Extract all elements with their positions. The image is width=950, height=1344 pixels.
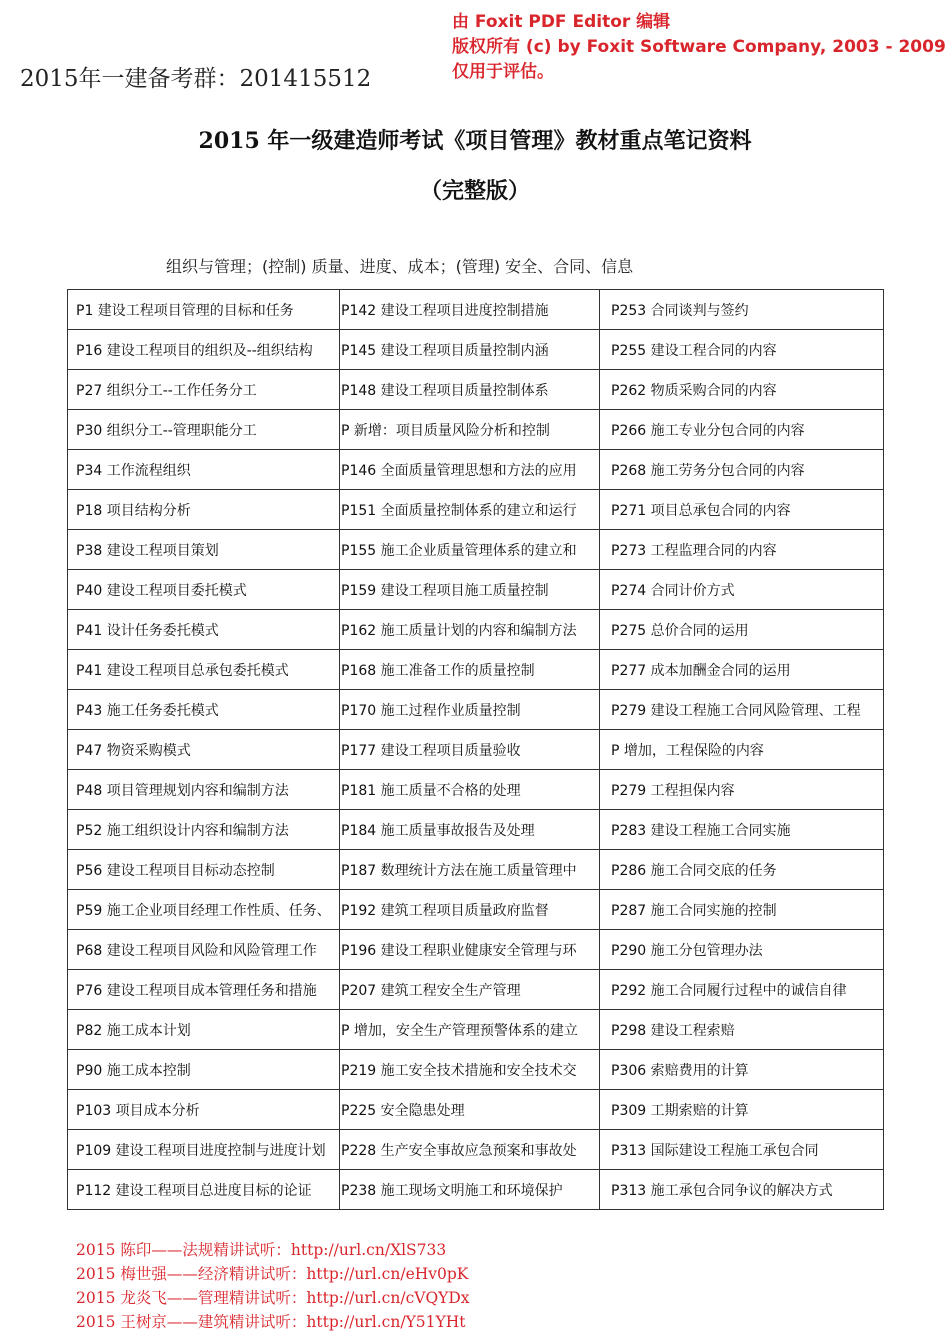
- watermark-line: 版权所有 (c) by Foxit Software Company, 2003 - 2009: [452, 37, 946, 57]
- table-cell: P298 建设工程索赔: [600, 1010, 884, 1050]
- table-cell: P187 数理统计方法在施工质量管理中: [340, 850, 600, 890]
- table-cell: P225 安全隐患处理: [340, 1090, 600, 1130]
- table-cell: P41 设计任务委托模式: [68, 610, 340, 650]
- topic-index-table: [67, 289, 884, 1210]
- table-cell: P290 施工分包管理办法: [600, 930, 884, 970]
- footer-link[interactable]: 2015 王树京——建筑精讲试听：http://url.cn/Y51YHt: [76, 1313, 466, 1331]
- table-row: [68, 690, 884, 730]
- table-cell: P313 国际建设工程施工承包合同: [600, 1130, 884, 1170]
- table-row: [68, 1170, 884, 1210]
- table-cell: P184 施工质量事故报告及处理: [340, 810, 600, 850]
- footer-links: [76, 1238, 470, 1334]
- table-cell: P52 施工组织设计内容和编制方法: [68, 810, 340, 850]
- table-cell: P56 建设工程项目目标动态控制: [68, 850, 340, 890]
- table-cell: P103 项目成本分析: [68, 1090, 340, 1130]
- table-cell: P68 建设工程项目风险和风险管理工作: [68, 930, 340, 970]
- table-cell: P219 施工安全技术措施和安全技术交: [340, 1050, 600, 1090]
- table-cell: P283 建设工程施工合同实施: [600, 810, 884, 850]
- table-cell: P168 施工准备工作的质量控制: [340, 650, 600, 690]
- table-cell: P41 建设工程项目总承包委托模式: [68, 650, 340, 690]
- table-row: [68, 730, 884, 770]
- table-row: [68, 1010, 884, 1050]
- table-row: [68, 1050, 884, 1090]
- table-cell: P159 建设工程项目施工质量控制: [340, 570, 600, 610]
- table-cell: P181 施工质量不合格的处理: [340, 770, 600, 810]
- table-cell: P47 物资采购模式: [68, 730, 340, 770]
- table-row: [68, 970, 884, 1010]
- table-cell: P273 工程监理合同的内容: [600, 530, 884, 570]
- table-row: [68, 850, 884, 890]
- table-row: [68, 610, 884, 650]
- table-cell: P292 施工合同履行过程中的诚信自律: [600, 970, 884, 1010]
- table-cell: P59 施工企业项目经理工作性质、任务、: [68, 890, 340, 930]
- intro-line: 组织与管理；(控制) 质量、进度、成本；(管理) 安全、合同、信息: [166, 257, 634, 276]
- table-cell: P155 施工企业质量管理体系的建立和: [340, 530, 600, 570]
- table-cell: P16 建设工程项目的组织及--组织结构: [68, 330, 340, 370]
- topic-index-body: [68, 290, 884, 1210]
- table-row: [68, 1090, 884, 1130]
- table-cell: P151 全面质量控制体系的建立和运行: [340, 490, 600, 530]
- table-row: [68, 370, 884, 410]
- table-row: [68, 650, 884, 690]
- table-cell: P277 成本加酬金合同的运用: [600, 650, 884, 690]
- table-cell: P268 施工劳务分包合同的内容: [600, 450, 884, 490]
- table-cell: P90 施工成本控制: [68, 1050, 340, 1090]
- table-cell: P266 施工专业分包合同的内容: [600, 410, 884, 450]
- study-group-line: 2015年一建备考群：201415512: [20, 66, 372, 92]
- table-cell: P142 建设工程项目进度控制措施: [340, 290, 600, 330]
- table-cell: P286 施工合同交底的任务: [600, 850, 884, 890]
- table-cell: P76 建设工程项目成本管理任务和措施: [68, 970, 340, 1010]
- table-cell: P 增加，安全生产管理预警体系的建立: [340, 1010, 600, 1050]
- table-cell: P146 全面质量管理思想和方法的应用: [340, 450, 600, 490]
- table-row: [68, 890, 884, 930]
- table-row: [68, 290, 884, 330]
- table-cell: P148 建设工程项目质量控制体系: [340, 370, 600, 410]
- table-cell: P43 施工任务委托模式: [68, 690, 340, 730]
- table-cell: P27 组织分工--工作任务分工: [68, 370, 340, 410]
- table-cell: P253 合同谈判与签约: [600, 290, 884, 330]
- table-row: [68, 1130, 884, 1170]
- table-cell: P192 建筑工程项目质量政府监督: [340, 890, 600, 930]
- table-cell: P34 工作流程组织: [68, 450, 340, 490]
- table-row: [68, 570, 884, 610]
- footer-link[interactable]: 2015 梅世强——经济精讲试听：http://url.cn/eHv0pK: [76, 1265, 469, 1283]
- table-cell: P306 索赔费用的计算: [600, 1050, 884, 1090]
- table-cell: P279 工程担保内容: [600, 770, 884, 810]
- footer-link[interactable]: 2015 龙炎飞——管理精讲试听：http://url.cn/cVQYDx: [76, 1289, 470, 1307]
- table-cell: P112 建设工程项目总进度目标的论证: [68, 1170, 340, 1210]
- table-row: [68, 450, 884, 490]
- table-cell: P177 建设工程项目质量验收: [340, 730, 600, 770]
- table-cell: P287 施工合同实施的控制: [600, 890, 884, 930]
- table-cell: P271 项目总承包合同的内容: [600, 490, 884, 530]
- table-row: [68, 330, 884, 370]
- table-cell: P 新增：项目质量风险分析和控制: [340, 410, 600, 450]
- table-cell: P313 施工承包合同争议的解决方式: [600, 1170, 884, 1210]
- table-row: [68, 930, 884, 970]
- table-cell: P228 生产安全事故应急预案和事故处: [340, 1130, 600, 1170]
- table-cell: P48 项目管理规划内容和编制方法: [68, 770, 340, 810]
- footer-link[interactable]: 2015 陈印——法规精讲试听：http://url.cn/XlS733: [76, 1241, 447, 1259]
- table-cell: P145 建设工程项目质量控制内涵: [340, 330, 600, 370]
- table-cell: P309 工期索赔的计算: [600, 1090, 884, 1130]
- table-row: [68, 490, 884, 530]
- table-cell: P30 组织分工--管理职能分工: [68, 410, 340, 450]
- table-cell: P275 总价合同的运用: [600, 610, 884, 650]
- watermark-line: 仅用于评估。: [452, 62, 554, 82]
- table-cell: P38 建设工程项目策划: [68, 530, 340, 570]
- table-row: [68, 530, 884, 570]
- table-cell: P279 建设工程施工合同风险管理、工程: [600, 690, 884, 730]
- document-title: 2015 年一级建造师考试《项目管理》教材重点笔记资料: [198, 128, 752, 154]
- table-row: [68, 810, 884, 850]
- table-cell: P255 建设工程合同的内容: [600, 330, 884, 370]
- table-row: [68, 770, 884, 810]
- table-cell: P196 建设工程职业健康安全管理与环: [340, 930, 600, 970]
- table-cell: P109 建设工程项目进度控制与进度计划: [68, 1130, 340, 1170]
- table-cell: P40 建设工程项目委托模式: [68, 570, 340, 610]
- table-cell: P18 项目结构分析: [68, 490, 340, 530]
- table-cell: P 增加，工程保险的内容: [600, 730, 884, 770]
- table-row: [68, 410, 884, 450]
- table-cell: P238 施工现场文明施工和环境保护: [340, 1170, 600, 1210]
- watermark-line: 由 Foxit PDF Editor 编辑: [452, 12, 671, 32]
- table-cell: P274 合同计价方式: [600, 570, 884, 610]
- editor-watermark: [452, 10, 946, 85]
- table-cell: P207 建筑工程安全生产管理: [340, 970, 600, 1010]
- document-subtitle: （完整版）: [419, 178, 530, 204]
- table-cell: P262 物质采购合同的内容: [600, 370, 884, 410]
- table-cell: P1 建设工程项目管理的目标和任务: [68, 290, 340, 330]
- table-cell: P170 施工过程作业质量控制: [340, 690, 600, 730]
- table-cell: P82 施工成本计划: [68, 1010, 340, 1050]
- table-cell: P162 施工质量计划的内容和编制方法: [340, 610, 600, 650]
